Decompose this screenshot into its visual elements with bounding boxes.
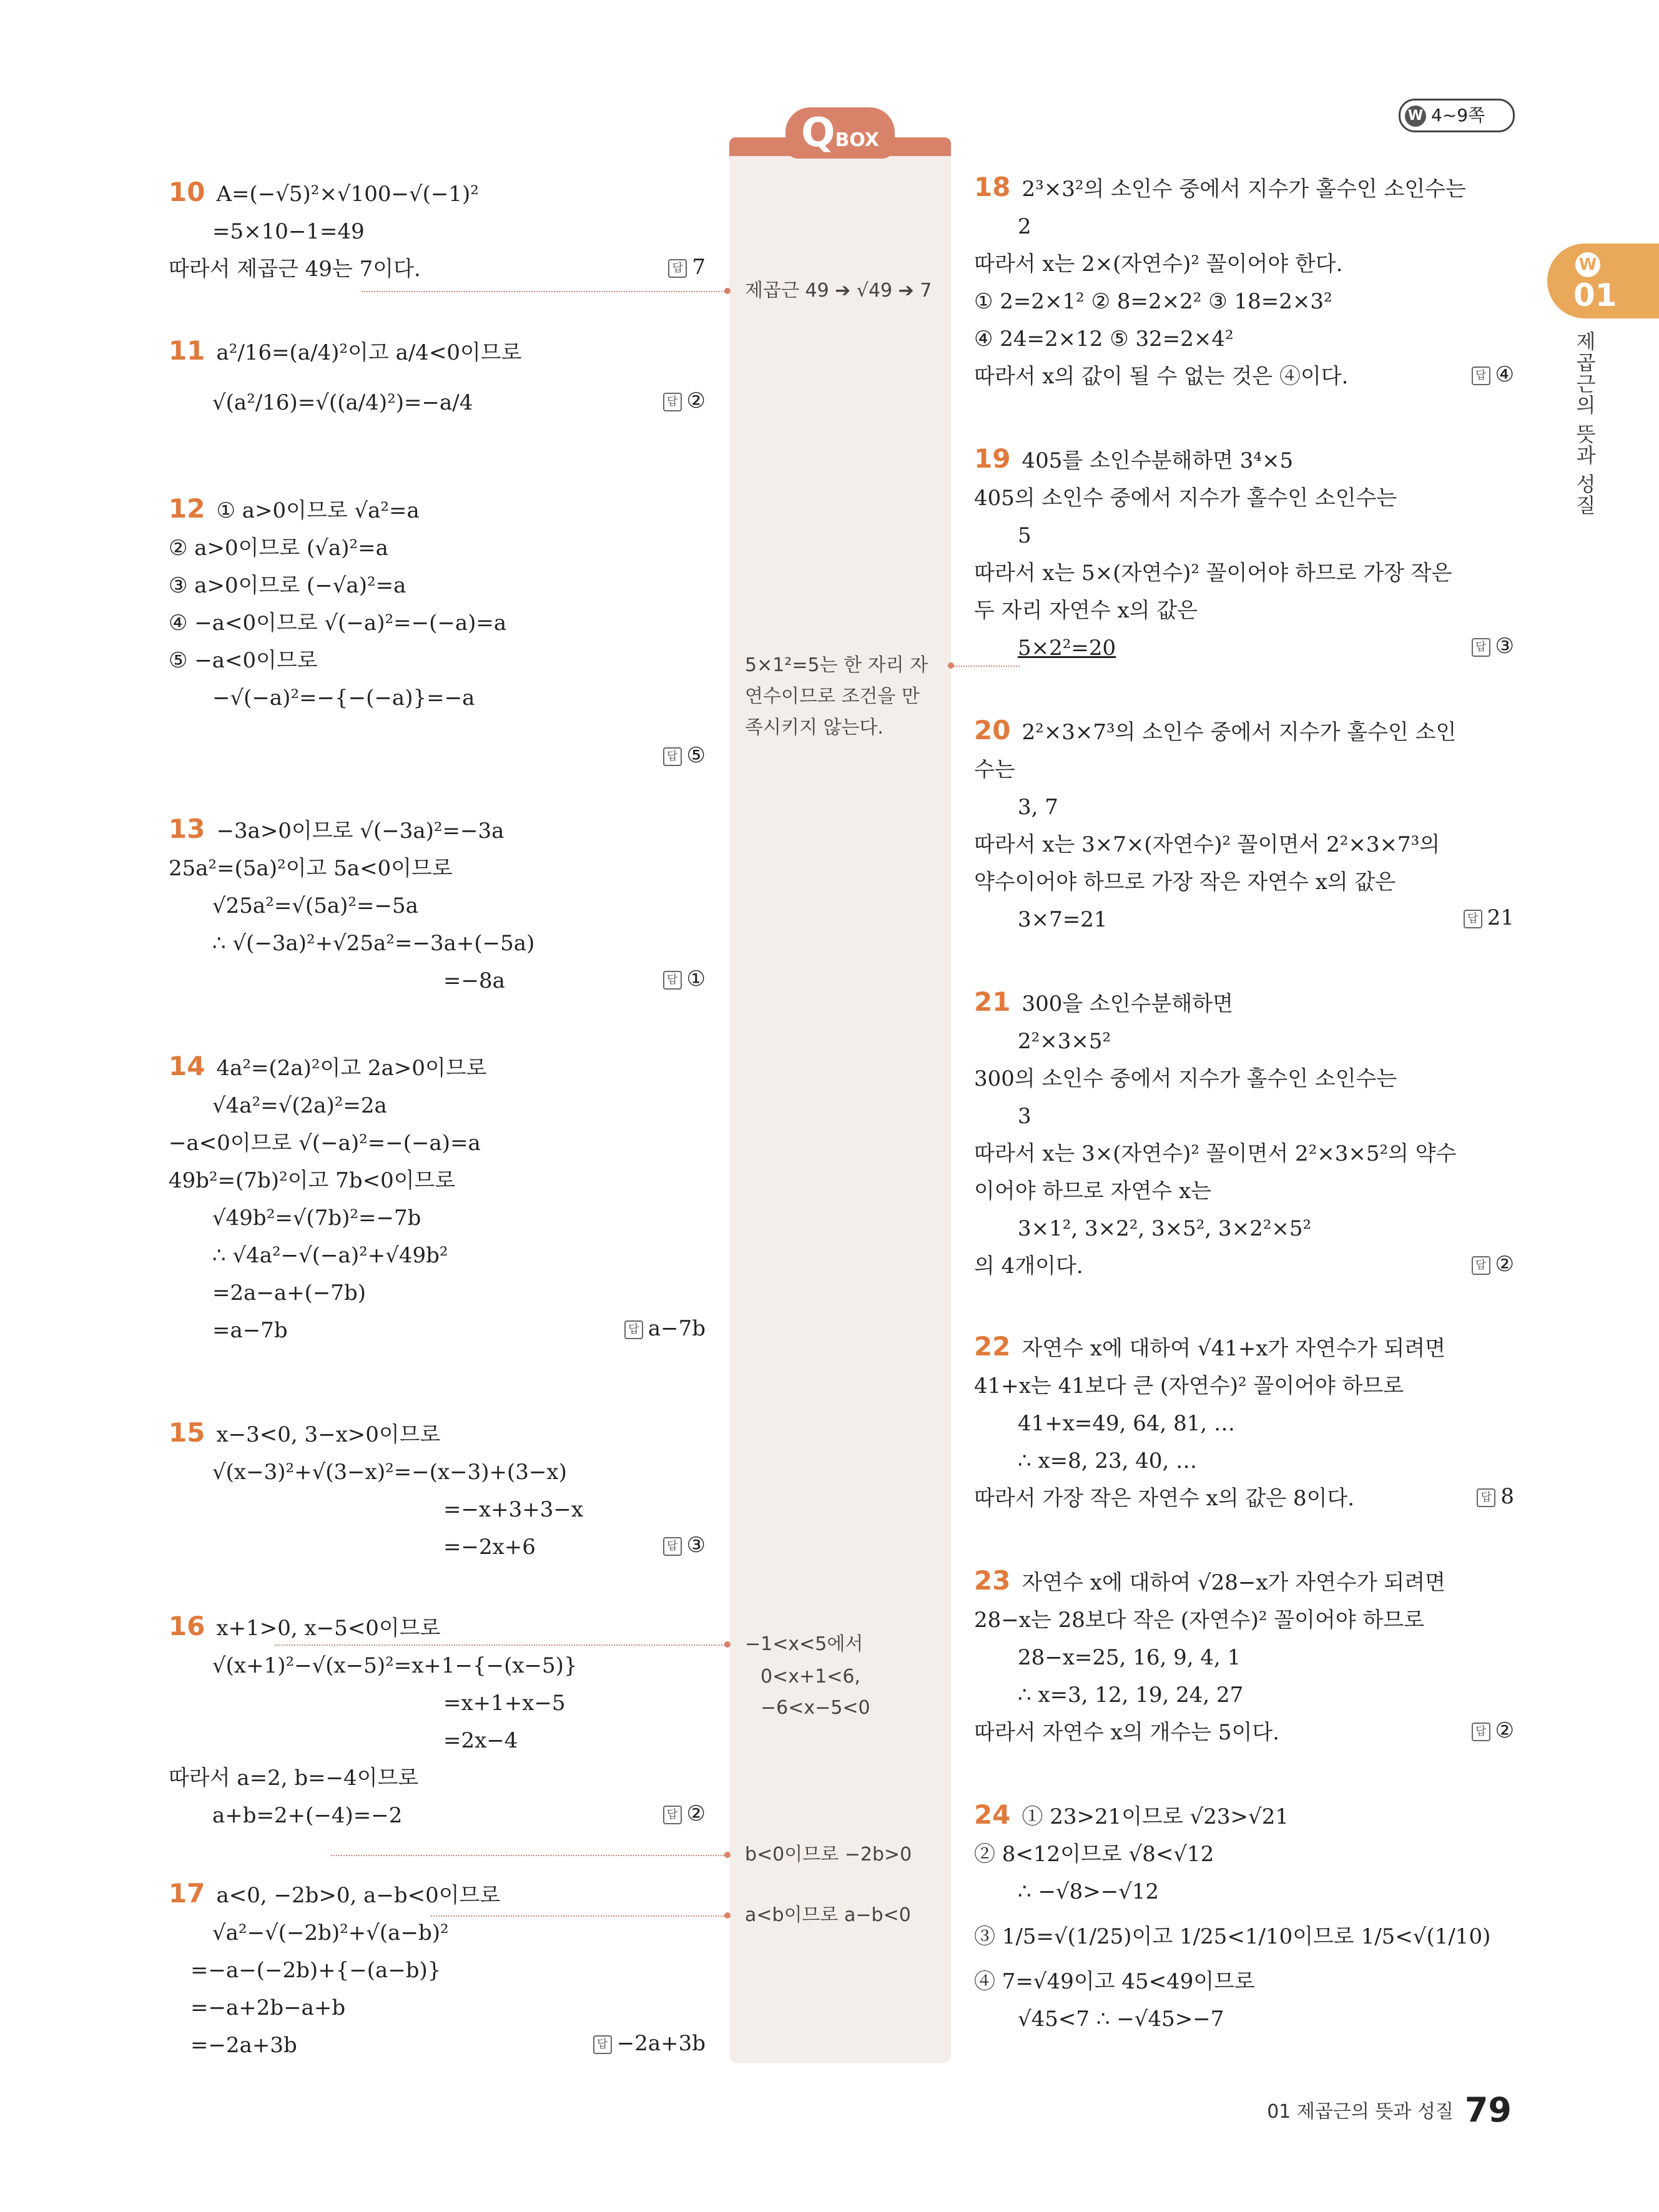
page-footer	[1267, 2090, 1512, 2130]
solution-line: 2²×3×7³의 소인수 중에서 지수가 홀수인 소인	[1021, 720, 1457, 745]
problem-number: 21	[974, 986, 1011, 1017]
solution-line: =−2x+6	[443, 1535, 536, 1560]
answer: 답 ⑤	[663, 737, 706, 774]
solution-line: 이어야 하므로 자연수 x는	[974, 1179, 1212, 1204]
qbox-box-label: BOX	[835, 129, 879, 151]
answer-mark-icon: 답	[663, 393, 682, 411]
solution-line: 49b²=(7b)²이고 7b<0이므로	[169, 1168, 456, 1193]
solution-line: ④ 24=2×12 ⑤ 32=2×4²	[974, 327, 1234, 351]
solution-line: ② a>0이므로 (√a)²=a	[169, 536, 388, 561]
solution-line: 두 자리 자연수 x의 값은	[974, 598, 1198, 623]
solution-line: a+b=2+(−4)=−2	[212, 1803, 403, 1828]
problem-number: 19	[974, 443, 1011, 474]
solution-line: 405를 소인수분해하면 3⁴×5	[1021, 448, 1294, 473]
problem-number: 12	[169, 493, 205, 524]
solution-line: 수는	[974, 757, 1015, 782]
leader-line-17a	[331, 1855, 729, 1856]
solution-line: 의 4개이다.	[974, 1254, 1083, 1279]
answer: 답 21	[1464, 899, 1514, 936]
qbox-note-10: 제곱근 49 ➔ √49 ➔ 7	[745, 280, 932, 302]
chapter-tab	[1547, 243, 1659, 318]
leader-dot	[724, 288, 731, 294]
solution-line: 405의 소인수 중에서 지수가 홀수인 소인수는	[974, 486, 1397, 511]
solution-line: 300을 소인수분해하면	[1021, 991, 1233, 1016]
w-icon: W	[1575, 252, 1600, 277]
answer-mark-icon: 답	[1472, 1723, 1490, 1741]
problem-number: 24	[974, 1799, 1011, 1830]
solution-line: =−8a	[443, 968, 505, 993]
problem-number: 10	[169, 177, 205, 207]
solution-line: =−a−(−2b)+{−(a−b)}	[190, 1958, 441, 1983]
solution-line: √a²−√(−2b)²+√(a−b)²	[212, 1920, 449, 1945]
problem-14	[169, 1048, 706, 1349]
solution-line: ⑤ −a<0이므로	[169, 648, 318, 673]
problem-22	[974, 1328, 1514, 1517]
qbox-note-19c: 족시키지 않는다.	[745, 717, 884, 739]
problem-number: 11	[169, 335, 205, 366]
solution-line: 300의 소인수 중에서 지수가 홀수인 소인수는	[974, 1066, 1397, 1091]
problem-number: 18	[974, 172, 1011, 202]
answer-mark-icon: 답	[1464, 910, 1482, 928]
solution-line: ④ −a<0이므로 √(−a)²=−(−a)=a	[169, 611, 507, 636]
solution-line: 자연수 x에 대하여 √28−x가 자연수가 되려면	[1021, 1570, 1445, 1595]
chapter-number: 01	[1573, 277, 1617, 313]
solution-line: ③ 1/5=√(1/25)이고 1/25<1/10이므로 1/5<√(1/10)	[974, 1924, 1491, 1949]
footer-chapter: 01 제곱근의 뜻과 성질	[1267, 2101, 1454, 2123]
solution-line: =−a+2b−a+b	[190, 1995, 346, 2020]
solution-line: ① 2=2×1² ② 8=2×2² ③ 18=2×3²	[974, 289, 1332, 314]
solution-line: 5×2²=20	[1018, 636, 1116, 661]
problem-20	[974, 712, 1514, 938]
problem-number: 22	[974, 1331, 1011, 1362]
solution-line: √49b²=√(7b)²=−7b	[212, 1206, 421, 1231]
solution-line: =2x−4	[443, 1728, 518, 1753]
solution-line: 41+x=49, 64, 81, …	[1018, 1411, 1236, 1436]
solution-line: −a<0이므로 √(−a)²=−(−a)=a	[169, 1131, 481, 1156]
qbox-badge	[785, 107, 895, 159]
solution-line: 따라서 x는 3×(자연수)² 꼴이면서 2²×3×5²의 약수	[974, 1141, 1457, 1166]
solution-line: 2	[1018, 214, 1031, 239]
problem-16	[169, 1608, 706, 1834]
solution-line: 약수이어야 하므로 가장 작은 자연수 x의 값은	[974, 870, 1396, 895]
qbox-note-19a: 5×1²=5는 한 자리 자	[745, 654, 928, 676]
solution-line: 28−x=25, 16, 9, 4, 1	[1018, 1645, 1241, 1670]
problem-12	[169, 490, 706, 768]
solution-line: −3a>0이므로 √(−3a)²=−3a	[216, 818, 505, 843]
answer-mark-icon: 답	[1472, 638, 1490, 657]
solution-line: 3, 7	[1018, 795, 1058, 820]
answer-mark-icon: 답	[593, 2035, 612, 2054]
qbox-note-17a: b<0이므로 −2b>0	[745, 1844, 912, 1865]
w-icon: W	[1405, 106, 1426, 127]
problem-number: 15	[169, 1417, 205, 1448]
qbox-note-17b: a<b이므로 a−b<0	[745, 1904, 911, 1926]
answer: 답 ③	[663, 1526, 706, 1564]
solution-line: 5	[1018, 523, 1031, 548]
problem-10	[169, 174, 706, 288]
solution-line: x+1>0, x−5<0이므로	[216, 1616, 441, 1641]
solution-line: 따라서 제곱근 49는 7이다.	[169, 257, 421, 282]
qbox-note-16c: −6<x−5<0	[761, 1697, 870, 1719]
solution-line: ③ a>0이므로 (−√a)²=a	[169, 573, 406, 598]
solution-line: ∴ −√8>−√12	[1018, 1879, 1159, 1904]
solution-line: ④ 7=√49이고 45<49이므로	[974, 1969, 1255, 1994]
problem-number: 16	[169, 1611, 205, 1641]
solution-line: ∴ √(−3a)²+√25a²=−3a+(−5a)	[212, 931, 535, 956]
solution-line: 따라서 x는 5×(자연수)² 꼴이어야 하므로 가장 작은	[974, 561, 1452, 586]
solution-line: 25a²=(5a)²이고 5a<0이므로	[169, 856, 453, 881]
answer: 답 ②	[1472, 1246, 1514, 1283]
leader-line-10	[362, 291, 729, 292]
solution-line: 2³×3²의 소인수 중에서 지수가 홀수인 소인수는	[1021, 177, 1466, 202]
solution-line: ② 8<12이므로 √8<√12	[974, 1842, 1214, 1867]
answer-mark-icon: 답	[663, 747, 682, 766]
solution-line: 3	[1018, 1104, 1031, 1129]
answer-mark-icon: 답	[1472, 366, 1490, 385]
solution-line: 2²×3×5²	[1018, 1029, 1111, 1054]
solution-line: 따라서 x는 2×(자연수)² 꼴이어야 한다.	[974, 252, 1343, 277]
solution-line: −√(−a)²=−{−(−a)}=−a	[212, 686, 475, 710]
answer: 답 ①	[663, 960, 706, 998]
answer-mark-icon: 답	[663, 1537, 682, 1556]
answer: 답 ③	[1472, 627, 1514, 665]
solution-line: ① 23>21이므로 √23>√21	[1021, 1804, 1289, 1829]
problem-23	[974, 1562, 1514, 1751]
answer-mark-icon: 답	[668, 259, 687, 278]
solution-line: 41+x는 41보다 큰 (자연수)² 꼴이어야 하므로	[974, 1374, 1404, 1398]
solution-line: √(x+1)²−√(x−5)²=x+1−{−(x−5)}	[212, 1653, 578, 1678]
solution-line: 따라서 가장 작은 자연수 x의 값은 8이다.	[974, 1486, 1355, 1511]
problem-24	[974, 1796, 1514, 2038]
problem-number: 13	[169, 814, 205, 844]
solution-line: 3×1², 3×2², 3×5², 3×2²×5²	[1018, 1216, 1312, 1241]
page-range-badge	[1399, 99, 1515, 132]
solution-line: 4a²=(2a)²이고 2a>0이므로	[216, 1056, 487, 1081]
answer: 답 ②	[1472, 1712, 1514, 1749]
solution-line: =−2a+3b	[190, 2033, 297, 2058]
leader-dot	[724, 1852, 731, 1858]
answer-mark-icon: 답	[624, 1320, 643, 1339]
answer: 답 ④	[1472, 356, 1514, 393]
solution-line: √(x−3)²+√(3−x)²=−(x−3)+(3−x)	[212, 1460, 567, 1485]
qbox-q-letter: Q	[801, 110, 835, 156]
problem-17	[169, 1875, 706, 2064]
solution-line: =5×10−1=49	[212, 219, 365, 244]
problem-15	[169, 1414, 706, 1566]
qbox-note-16a: −1<x<5에서	[745, 1633, 864, 1655]
solution-line: ∴ √4a²−√(−a)²+√49b²	[212, 1243, 448, 1268]
solution-line: √25a²=√(5a)²=−5a	[212, 893, 418, 918]
page-number: 79	[1464, 2090, 1512, 2130]
problem-number: 20	[974, 715, 1011, 745]
solution-line: √45<7 ∴ −√45>−7	[1018, 2007, 1224, 2032]
problem-18	[974, 169, 1514, 395]
solution-line: A=(−√5)²×√100−√(−1)²	[216, 182, 479, 207]
chapter-side-title: 제곱근의 뜻과 성질	[1573, 331, 1597, 516]
qbox-column	[729, 139, 951, 2063]
solution-line: √4a²=√(2a)²=2a	[212, 1093, 387, 1118]
problem-19	[974, 440, 1514, 667]
solution-line: ① a>0이므로 √a²=a	[216, 498, 420, 523]
problem-11	[169, 332, 706, 421]
answer-mark-icon: 답	[663, 1806, 682, 1824]
solution-line: 따라서 x의 값이 될 수 없는 것은 ④이다.	[974, 364, 1349, 389]
solution-line: 따라서 x는 3×7×(자연수)² 꼴이면서 2²×3×7³의	[974, 832, 1440, 857]
answer: 답 8	[1477, 1478, 1514, 1515]
leader-dot	[724, 1641, 731, 1648]
problem-number: 23	[974, 1565, 1011, 1596]
solution-line: =x+1+x−5	[443, 1691, 566, 1716]
problem-13	[169, 810, 706, 1000]
solution-line: ∴ x=8, 23, 40, …	[1018, 1448, 1198, 1473]
problem-number: 14	[169, 1051, 205, 1081]
solution-line: =−x+3+3−x	[443, 1497, 584, 1522]
answer: 답 a−7b	[624, 1310, 706, 1347]
solution-line: =a−7b	[212, 1318, 288, 1343]
solution-line: 따라서 자연수 x의 개수는 5이다.	[974, 1720, 1279, 1745]
problem-21	[974, 983, 1514, 1285]
leader-dot	[948, 662, 954, 669]
qbox-header	[729, 112, 951, 157]
qbox-note-16b: 0<x+1<6,	[761, 1666, 860, 1688]
solution-line: 3×7=21	[1018, 907, 1108, 932]
solution-line: 따라서 a=2, b=−4이므로	[169, 1766, 419, 1791]
answer-mark-icon: 답	[1477, 1488, 1495, 1507]
problem-number: 17	[169, 1878, 205, 1909]
solution-line: 자연수 x에 대하여 √41+x가 자연수가 되려면	[1021, 1336, 1445, 1361]
solution-line: 28−x는 28보다 작은 (자연수)² 꼴이어야 하므로	[974, 1608, 1425, 1633]
answer: 답 7	[668, 248, 706, 286]
solution-line: a<0, −2b>0, a−b<0이므로	[216, 1883, 501, 1908]
answer-mark-icon: 답	[1472, 1256, 1490, 1275]
solution-line: a²/16=(a/4)²이고 a/4<0이므로	[216, 340, 522, 365]
solution-line: x−3<0, 3−x>0이므로	[216, 1422, 441, 1447]
qbox-note-19b: 연수이므로 조건을 만	[745, 686, 920, 707]
page-range-text: 4~9쪽	[1431, 105, 1485, 125]
answer: 답 ②	[663, 382, 706, 420]
answer-mark-icon: 답	[663, 971, 682, 990]
leader-dot	[724, 1912, 731, 1919]
answer: 답 −2a+3b	[593, 2025, 706, 2062]
solution-line: ∴ x=3, 12, 19, 24, 27	[1018, 1683, 1244, 1708]
answer: 답 ②	[663, 1795, 706, 1832]
solution-line: =2a−a+(−7b)	[212, 1281, 367, 1305]
solution-line: √(a²/16)=√((a/4)²)=−a/4	[212, 390, 473, 415]
